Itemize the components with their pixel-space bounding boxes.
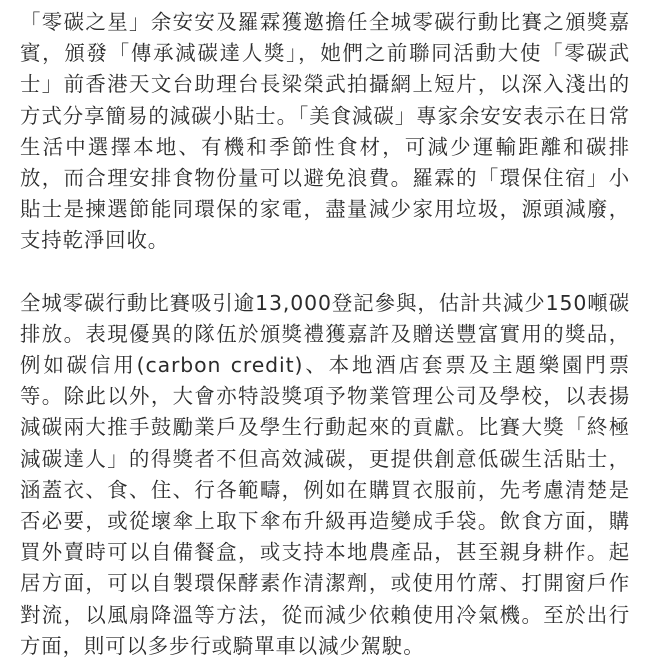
article-body xyxy=(20,7,630,662)
paragraph-award-guests: 「零碳之星」余安安及羅霖獲邀擔任全城零碳行動比賽之頒獎嘉賓，頒發「傳承減碳達人獎」，她們之前聯同活動大使「零碳武士」前香港天文台助理台長梁榮武拍攝網上短片，以深入淺出的方式分享簡易的減碳小貼士。「美食減碳」專家余安安表示在日常生活中選擇本地、有機和季節性食材，可減少運輸距離和碳排放，而合理安排食物份量可以避免浪費。羅霖的「環保住宿」小貼士是揀選節能同環保的家電，盡量減少家用垃圾，源頭減廢，支持乾淨回收。 xyxy=(20,10,630,253)
paragraph-competition-results: 全城零碳行動比賽吸引逾13,000登記參與，估計共減少150噸碳排放。表現優異的隊伍於頒獎禮獲嘉許及贈送豐富實用的獎品，例如碳信用(carbon credit)、本地酒店套票及主題樂園門票等。除此以外，大會亦特設獎項予物業管理公司及學校，以表揚減碳兩大推手鼓勵業戶及學生行動起來的貢獻。比賽大獎「終極減碳達人」的得獎者不但高效減碳，更提供創意低碳生活貼士，涵蓋衣、食、住、行各範疇，例如在購買衣服前，先考慮清楚是否必要，或從壞傘上取下傘布升級再造變成手袋。飲食方面，購買外賣時可以自備餐盒，或支持本地農產品，甚至親身耕作。起居方面，可以自製環保酵素作清潔劑，或使用竹蓆、打開窗戶作對流，以風扇降溫等方法，從而減少依賴使用冷氣機。至於出行方面，則可以多步行或騎單車以減少駕駛。 xyxy=(20,290,630,658)
